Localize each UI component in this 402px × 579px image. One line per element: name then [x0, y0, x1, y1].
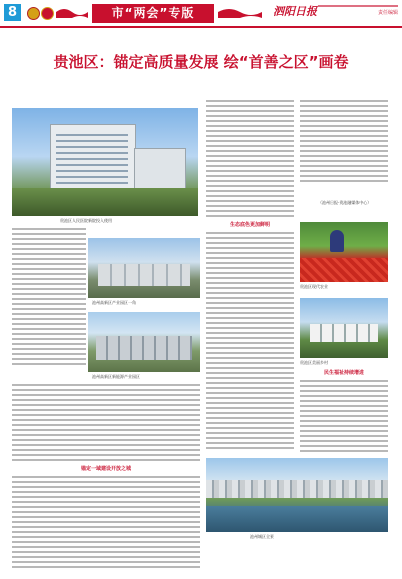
section-subheading: 生态底色更加鲜明 [229, 222, 270, 228]
article-text-column [206, 232, 294, 452]
photo-caption: 池州高新区新能源产业园区 [92, 374, 140, 379]
hospital-photo [12, 108, 198, 216]
industrial-park-photo [88, 238, 200, 298]
article-text-column [12, 228, 86, 368]
photo-caption: 贵池区现代农业 [300, 284, 328, 289]
article-byline: （池州日报·贵池融媒体中心） [318, 200, 372, 205]
section-title: 市“两会”专版 [92, 4, 214, 23]
page-number: 8 [4, 4, 21, 21]
agriculture-photo [300, 222, 388, 282]
city-panorama-photo [206, 458, 388, 532]
national-emblem-icon [27, 7, 40, 20]
village-photo [300, 298, 388, 358]
photo-caption: 池州城区全景 [250, 534, 274, 539]
edition-line: 责任编辑 [377, 10, 398, 16]
red-flag-icon [218, 6, 262, 18]
photo-caption: 贵池区美丽乡村 [300, 360, 328, 365]
article-text-column [206, 100, 294, 220]
party-emblem-icon [41, 7, 54, 20]
article-text-column [300, 100, 388, 185]
article-title: 贵池区：锚定高质量发展 绘“首善之区”画卷 [53, 53, 349, 71]
article-text-column [12, 384, 200, 464]
section-subheading: 民生福祉持续增进 [323, 370, 364, 376]
photo-caption: 贵池区人民医院新院投入使用 [60, 218, 112, 223]
header-info [318, 5, 398, 16]
section-subheading: 锚定一域建设开放之城 [80, 466, 131, 472]
newspaper-logo: 泗阳日报 [273, 5, 317, 18]
article-text-column [300, 380, 388, 455]
red-flag-icon [56, 6, 88, 18]
page-header [0, 0, 402, 28]
photo-caption: 池州高新区产业园区一角 [92, 300, 136, 305]
article-text-column [12, 476, 200, 571]
new-energy-park-photo [88, 312, 200, 372]
